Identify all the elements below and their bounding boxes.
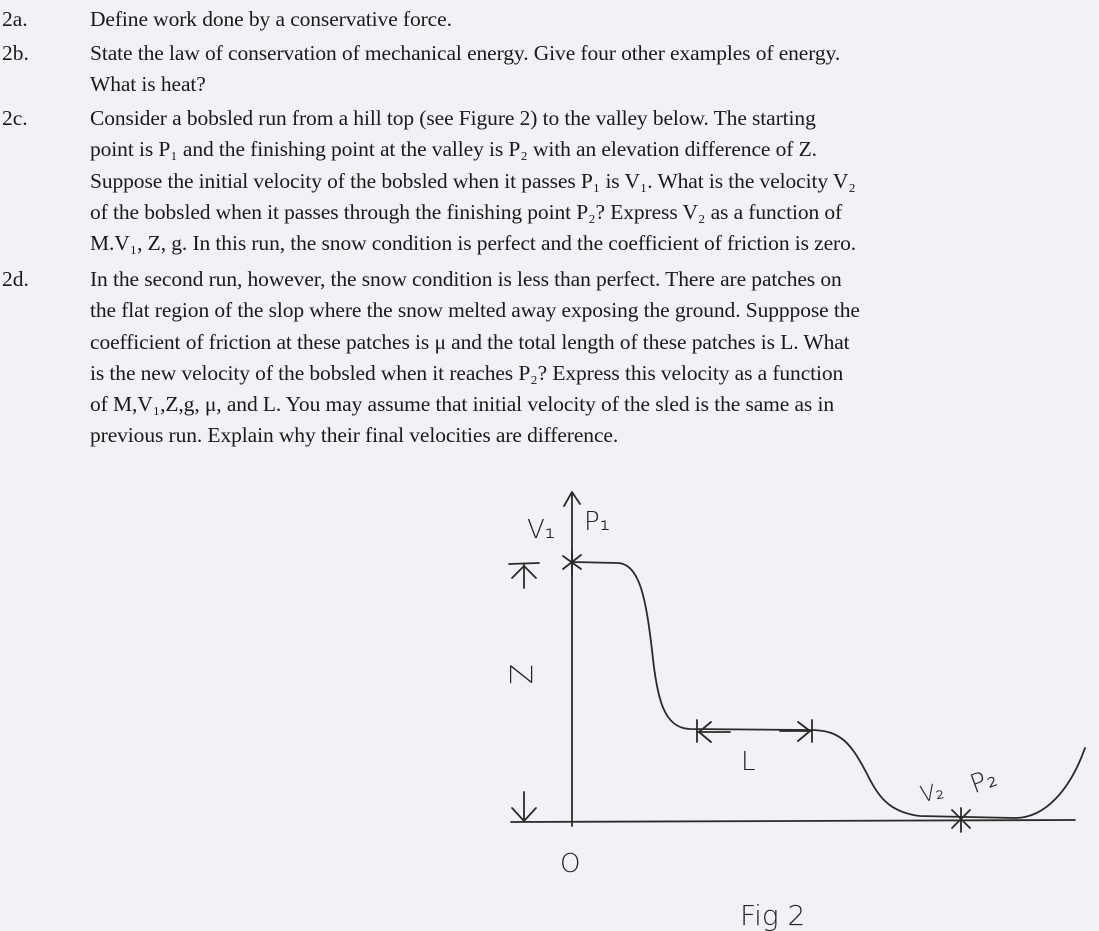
text-line: M.V₁, Z, g. In this run, the snow condition is perfect and the coefficient of friction is zero. <box>90 231 857 256</box>
text-line: is the new velocity of the bobsled when it reaches P₂? Express this velocity as a function <box>90 360 844 385</box>
text-line: point is P₁ and the finishing point at the valley is P₂ with an elevation difference of Z. <box>90 137 817 162</box>
baseline <box>511 820 1075 822</box>
l-dimension <box>697 720 812 742</box>
text-line: Suppose the initial velocity of the bobsled when it passes P₁ is V₁. What is the velocity V₂ <box>90 168 856 193</box>
label-l: L <box>741 747 756 777</box>
text-line: of M,V₁,Z,g, μ, and L. You may assume that initial velocity of the sled is the same as in <box>90 392 834 417</box>
label-origin: O <box>560 849 581 879</box>
problem-number: 2b. <box>2 41 29 65</box>
text-line: of the bobsled when it passes through the finishing point P₂? Express V₂ as a function of <box>90 199 843 224</box>
label-z: Z <box>502 664 537 685</box>
problem-number: 2c. <box>2 106 28 130</box>
hill-profile <box>572 562 1085 818</box>
label-p1: P₁ <box>584 507 611 537</box>
label-v2: V₂ <box>918 779 947 808</box>
z-dimension <box>509 563 539 822</box>
text-line: previous run. Explain why their final velocities are difference. <box>90 423 619 448</box>
text-line: What is heat? <box>90 72 206 97</box>
label-v1: V₁ <box>527 515 556 545</box>
text-line: coefficient of friction at these patches is μ and the total length of these patches is L. What <box>90 329 850 354</box>
text-line: In the second run, however, the snow condition is less than perfect. There are patches on <box>90 267 842 291</box>
label-p2: P₂ <box>966 762 1002 801</box>
text-line: State the law of conservation of mechanical energy. Give four other examples of energy. <box>90 41 841 65</box>
text-line: the flat region of the slop where the snow melted away exposing the ground. Supppose the <box>90 298 860 323</box>
text-line: Define work done by a conservative force. <box>90 7 452 31</box>
problem-number: 2a. <box>2 7 28 31</box>
text-line: Consider a bobsled run from a hill top (see Figure 2) to the valley below. The starting <box>90 106 816 130</box>
figure-caption: Fig 2 <box>740 899 806 931</box>
problem-number: 2d. <box>2 267 29 291</box>
